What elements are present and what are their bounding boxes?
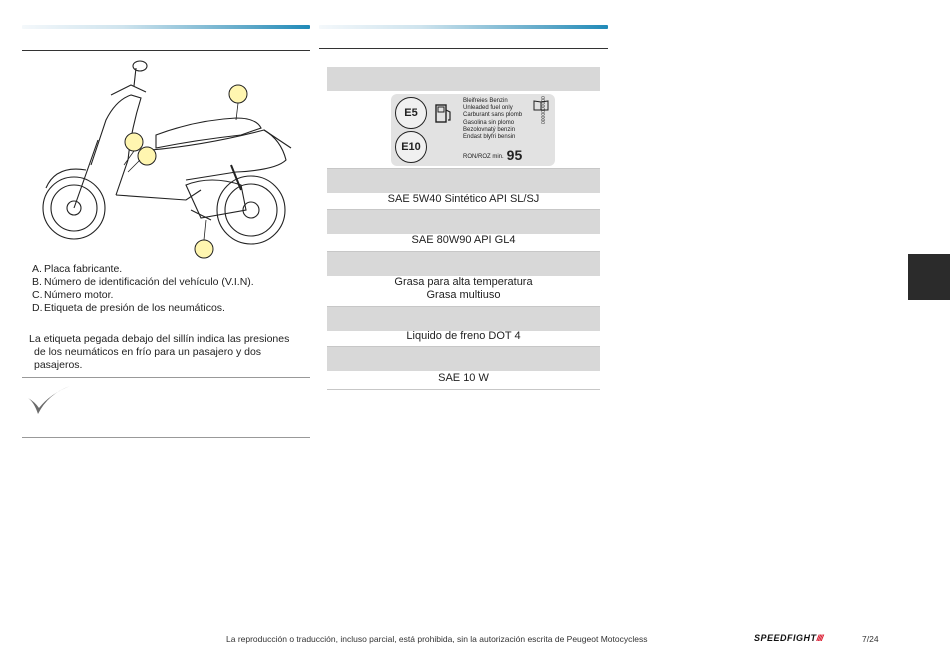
legend-key: C. [32,289,43,301]
grease-header [327,252,600,276]
chapter-tab[interactable] [908,254,950,300]
legend-key: D. [32,302,43,314]
note-rule-bottom [22,437,310,438]
left-header-rule [22,50,310,51]
marker-c [138,147,156,165]
brand-bars: //// [816,633,823,643]
legend-text: Etiqueta de presión de los neumáticos. [44,302,225,314]
row-rule [327,389,600,390]
legend-key: A. [32,263,42,275]
note-line: pasajeros. [34,359,83,371]
fuel-text-line: Bleifreies Benzin [463,98,508,104]
brand-text: SPEEDFIGHT [754,633,817,643]
marker-b [125,133,143,151]
fork-oil-header [327,347,600,371]
octane-label: RON/ROZ min. [463,154,504,160]
label-code: 0000000000 [541,96,547,124]
note-rule-top [22,377,310,378]
checkmark-icon [26,384,72,416]
fuel-text-line: Bezolovnatý benzin [463,126,516,133]
legend-text: Número de identificación del vehículo (V.I.N). [44,276,254,288]
section-header-bar-right [319,25,608,29]
marker-d [195,240,213,258]
fork-oil-spec: SAE 10 W [438,372,489,384]
page-number: 7/24 [862,634,879,644]
fuel-label [391,94,555,166]
note-line: La etiqueta pegada debajo del sillín indica las presiones [29,333,290,345]
scooter-illustration [36,60,301,260]
engine-oil-header [327,169,600,193]
engine-oil-spec: SAE 5W40 Sintético API SL/SJ [387,193,540,205]
grease-spec-line: Grasa para alta temperatura [394,276,533,288]
grease-spec [327,276,600,302]
fuel-text-block [463,98,522,141]
grease-spec-line: Grasa multiuso [426,289,501,301]
legend-item-d [32,302,254,315]
fuel-header [327,67,600,91]
gear-oil-header [327,210,600,234]
legend-key: B. [32,276,42,288]
gear-oil-spec: SAE 80W90 API GL4 [411,234,516,246]
copyright-notice: La reproducción o traducción, incluso parcial, está prohibida, sin la autorización escrita de Peugeot Motocycless [226,634,648,644]
fuel-text-line: Carburant sans plomb [463,112,523,119]
fuel-text-line: Unleaded fuel only [463,105,513,112]
fuel-text-line: Endast blyfri bensin [463,134,516,141]
legend-item-a [32,263,254,276]
tire-pressure-note [29,333,311,372]
e10-badge: E10 [395,131,427,163]
e5-badge: E5 [395,97,427,129]
section-header-bar-left [22,25,310,29]
note-line: de los neumáticos en frío para un pasajero y dos [34,346,262,358]
octane-rating [463,147,522,163]
speedfight-logo [754,633,823,643]
legend-text: Número motor. [44,289,114,301]
brake-fluid-spec: Liquido de freno DOT 4 [406,330,521,342]
component-legend [32,263,254,315]
brake-fluid-header [327,307,600,331]
right-header-rule [319,48,608,49]
fuel-text-line: Gasolina sin plomo [463,119,515,126]
legend-text: Placa fabricante. [44,263,123,275]
marker-a [229,85,247,103]
legend-item-b [32,276,254,289]
octane-value: 95 [506,147,523,163]
legend-item-c [32,289,254,302]
fuel-pump-icon [435,102,453,124]
